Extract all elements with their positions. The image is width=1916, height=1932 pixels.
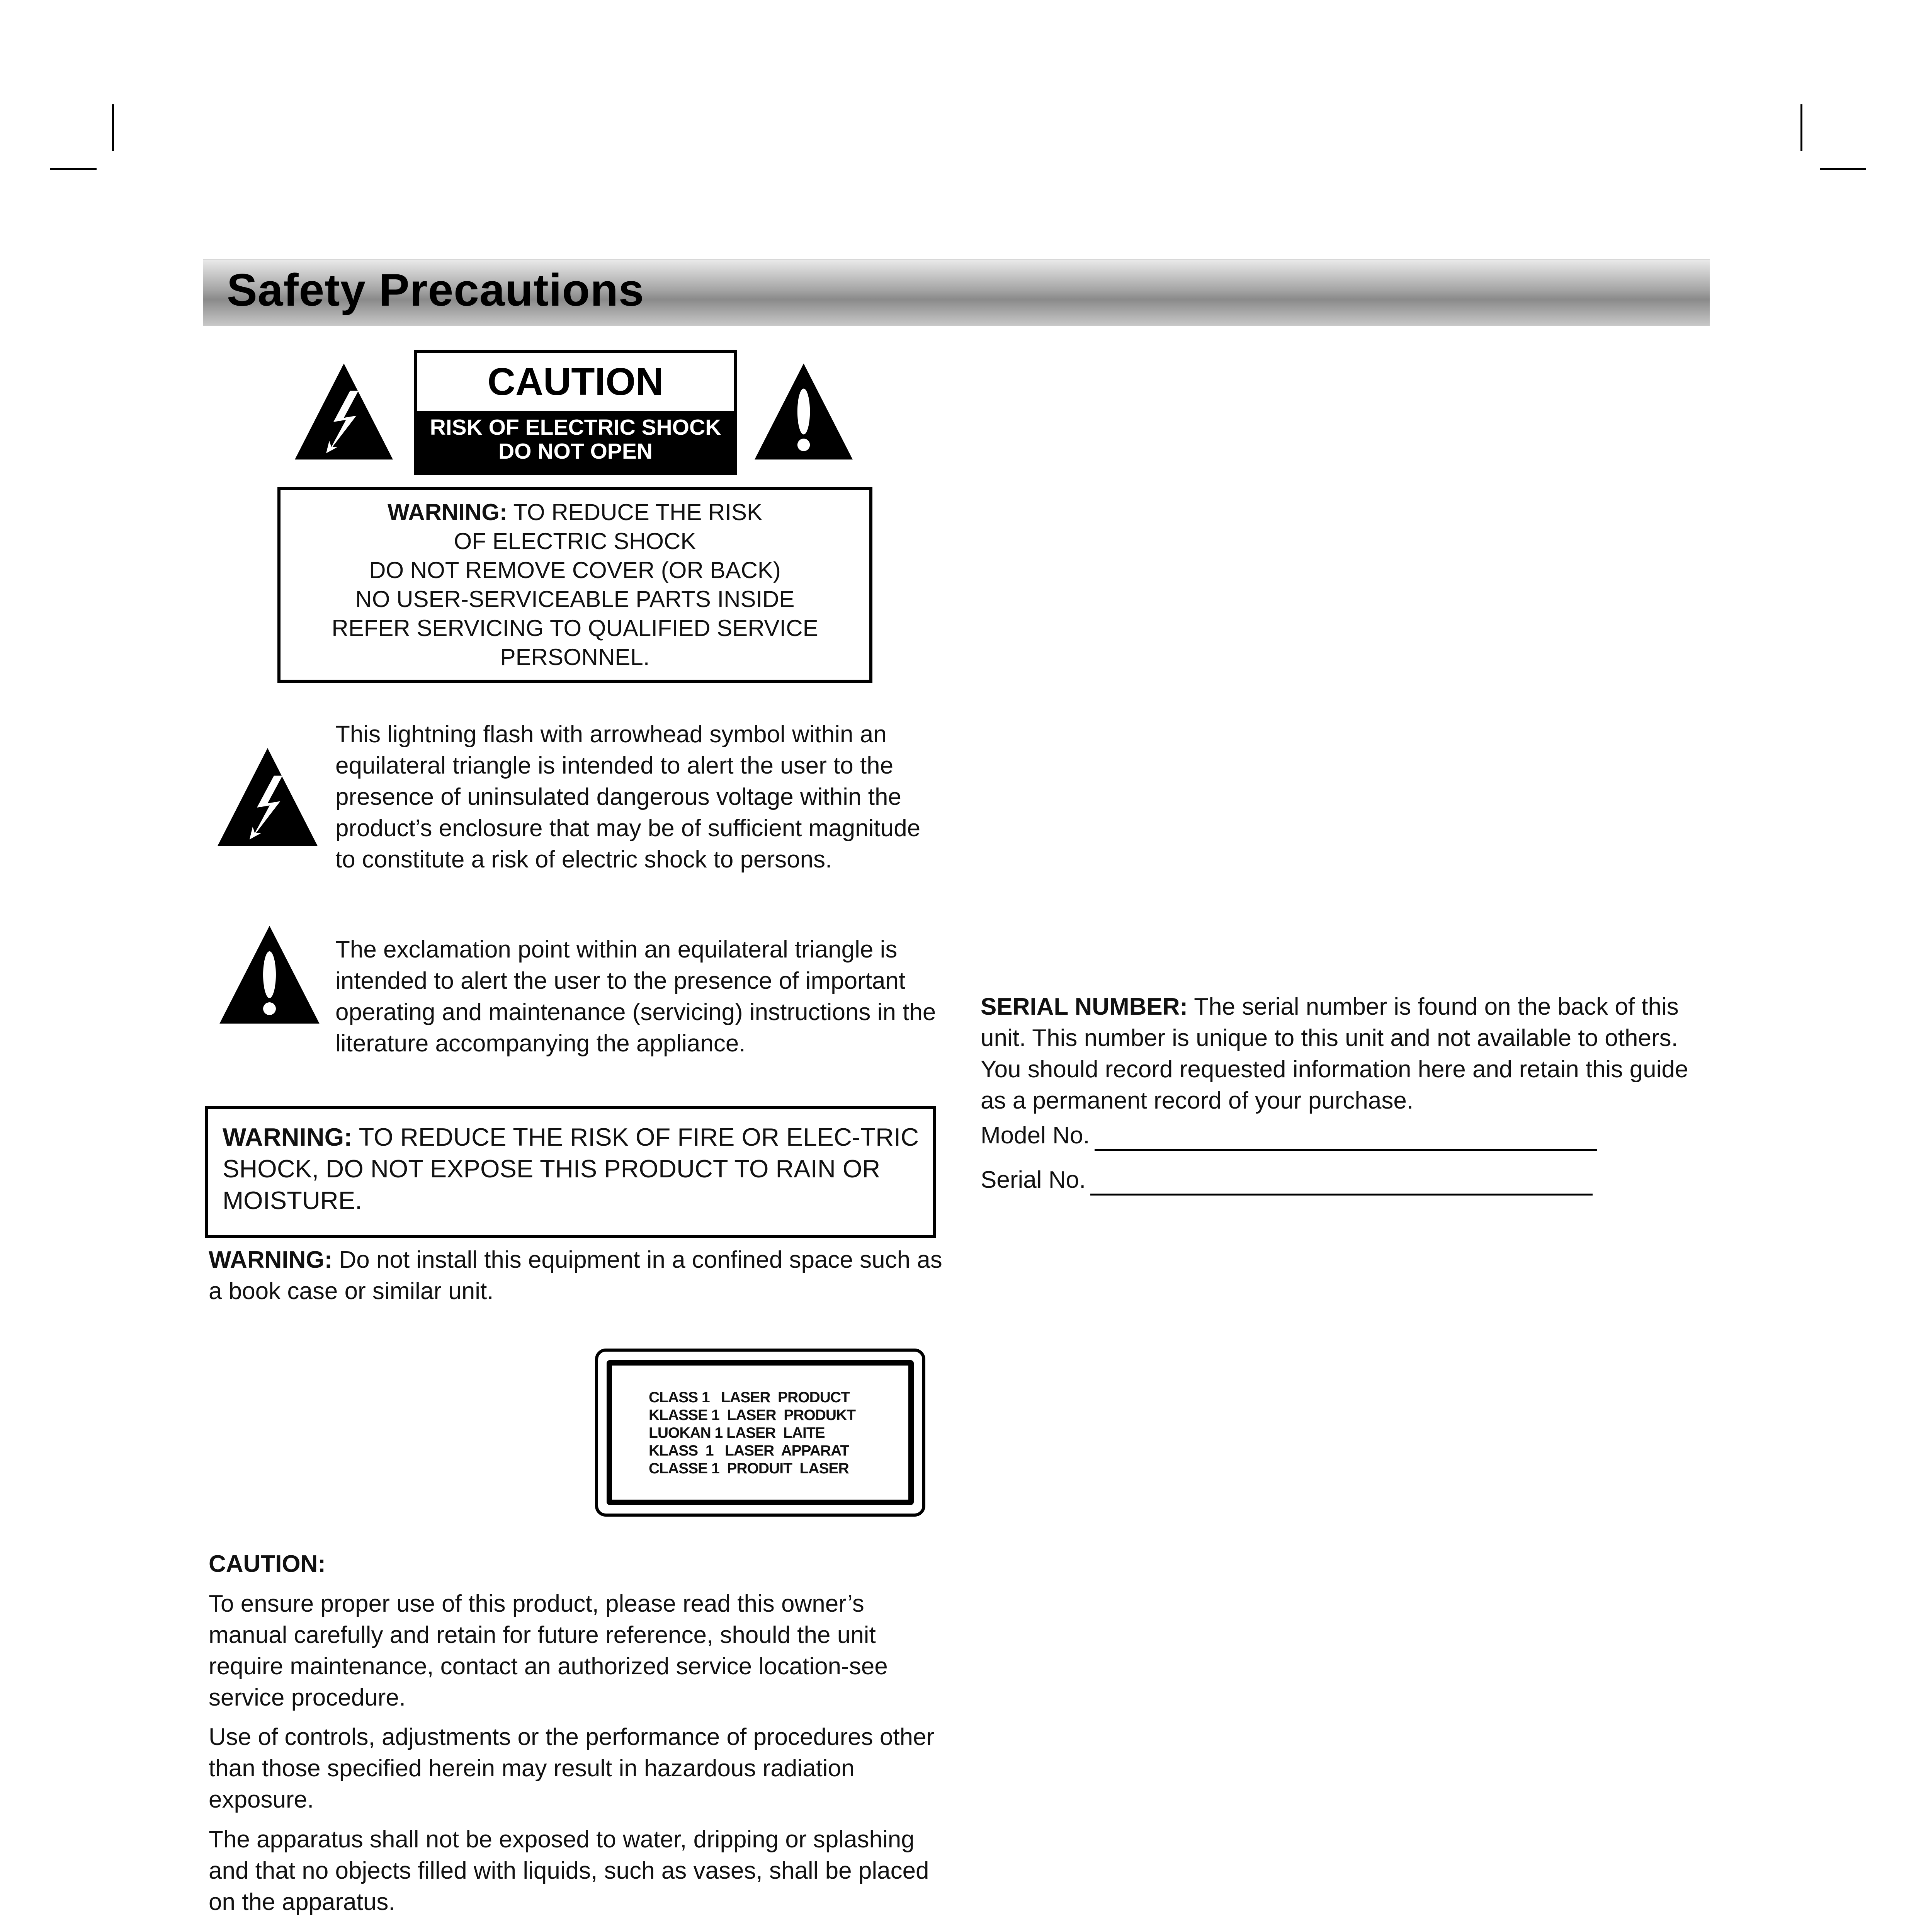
exclamation-warning-icon: [750, 359, 858, 464]
fire-shock-warning-box: [205, 1106, 936, 1238]
electric-shock-warning-box: [277, 487, 872, 683]
warning-line: REFER SERVICING TO QUALIFIED SERVICE: [332, 615, 818, 641]
warning-text: Do not install this equipment in a confined space such as a book case or similar unit.: [209, 1247, 942, 1304]
serial-number-field-label: Serial No.: [981, 1167, 1086, 1193]
serial-number-field: [981, 1164, 1593, 1196]
warning-line: NO USER-SERVICEABLE PARTS INSIDE: [355, 586, 795, 612]
caution-label: [414, 350, 737, 475]
crop-mark: [1800, 104, 1802, 151]
crop-mark: [112, 104, 114, 151]
warning-label: WARNING:: [209, 1247, 333, 1273]
serial-number-text: The serial number is found on the back of this unit. This number is unique to this unit and not available to others. You should record requested information here and retain this guide as a permanent record of your purchase.: [981, 993, 1688, 1114]
model-number-blank-line: [1095, 1126, 1597, 1151]
warning-line: PERSONNEL.: [500, 644, 650, 670]
exclamation-warning-icon: [216, 922, 323, 1028]
serial-number-note: [981, 991, 1715, 1116]
caution-heading: CAUTION:: [209, 1551, 326, 1577]
caution-label-line: DO NOT OPEN: [498, 439, 653, 464]
section-title-bar: [203, 259, 1710, 326]
lightning-warning-icon: [292, 359, 396, 464]
warning-label: WARNING:: [223, 1123, 352, 1151]
laser-product-label: [595, 1349, 925, 1517]
laser-label-line: KLASS 1 LASER APPARAT: [649, 1442, 849, 1459]
warning-line: OF ELECTRIC SHOCK: [454, 528, 696, 554]
serial-number-blank-line: [1090, 1170, 1593, 1196]
caution-paragraph: To ensure proper use of this product, please read this owner’s manual carefully and retain for future reference, should the unit require maintenance, contact an authorized service location-see service procedure.: [209, 1590, 888, 1711]
exclamation-symbol-description: The exclamation point within an equilateral triangle is intended to alert the user to the presence of important operating and maintenance (servicing) instructions in the literature accompanying the appliance.: [335, 936, 936, 1057]
caution-label-subtitle: [417, 411, 734, 472]
warning-line: [281, 498, 869, 527]
laser-label-frame: [607, 1360, 914, 1505]
caution-paragraph: The apparatus shall not be exposed to water, dripping or splashing and that no objects filled with liquids, such as vases, shall be placed on the apparatus.: [209, 1826, 929, 1915]
warning-text: TO REDUCE THE RISK OF FIRE OR ELEC-TRIC SHOCK, DO NOT EXPOSE THIS PRODUCT TO RAIN OR MOISTURE.: [223, 1123, 919, 1214]
caution-paragraph: Use of controls, adjustments or the performance of procedures other than those specified herein may result in hazardous radiation exposure.: [209, 1724, 935, 1813]
laser-label-line: KLASSE 1 LASER PRODUKT: [649, 1407, 856, 1423]
crop-mark: [1820, 168, 1866, 170]
lightning-symbol-description: This lightning flash with arrowhead symbol within an equilateral triangle is intended to alert the user to the presence of uninsulated dangerous voltage within the product’s enclosure that may be of sufficient magnitude to constitute a risk of electric shock to persons.: [335, 721, 921, 873]
serial-number-label: SERIAL NUMBER:: [981, 993, 1188, 1020]
laser-label-text: [649, 1389, 855, 1478]
model-number-label: Model No.: [981, 1122, 1090, 1149]
model-number-field: [981, 1120, 1597, 1151]
warning-text: TO REDUCE THE RISK: [507, 499, 763, 525]
lightning-warning-icon: [214, 744, 321, 850]
laser-label-line: LUOKAN 1 LASER LAITE: [649, 1425, 825, 1441]
warning-label: WARNING:: [387, 499, 507, 525]
caution-label-line: RISK OF ELECTRIC SHOCK: [430, 415, 721, 440]
crop-mark: [50, 168, 97, 170]
caution-label-title: CAUTION: [487, 360, 664, 403]
page-title: Safety Precautions: [227, 265, 644, 316]
warning-line: DO NOT REMOVE COVER (OR BACK): [369, 557, 781, 583]
confined-space-warning: [209, 1244, 943, 1307]
laser-label-line: CLASS 1 LASER PRODUCT: [649, 1389, 850, 1406]
laser-label-line: CLASSE 1 PRODUIT LASER: [649, 1460, 849, 1477]
